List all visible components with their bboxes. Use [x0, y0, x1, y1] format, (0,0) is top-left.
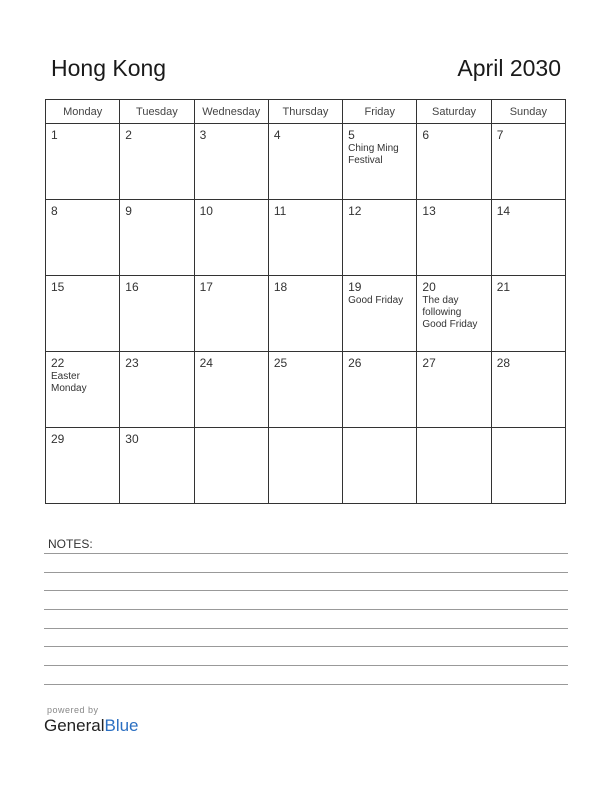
note-line — [44, 684, 568, 685]
day-number: 28 — [496, 356, 511, 370]
note-line — [44, 553, 568, 554]
calendar-day-cell — [120, 352, 194, 428]
day-number: 9 — [125, 204, 132, 218]
day-number: 14 — [496, 204, 511, 218]
calendar-day-cell — [417, 124, 491, 200]
day-number: 15 — [51, 280, 65, 294]
country-title: Hong Kong — [51, 55, 167, 81]
calendar-day-cell — [46, 428, 120, 504]
weekday-thursday: Thursday — [268, 100, 342, 124]
day-number: 20 — [422, 280, 436, 294]
calendar-day-cell — [120, 276, 194, 352]
day-number: 6 — [422, 128, 430, 142]
calendar-day-cell — [343, 352, 417, 428]
day-number: 21 — [496, 280, 511, 294]
calendar-day-cell — [120, 124, 194, 200]
note-line — [44, 590, 568, 591]
calendar-day-cell — [343, 428, 417, 504]
calendar-day-cell — [268, 352, 342, 428]
weekday-wednesday: Wednesday — [194, 100, 268, 124]
day-number: 10 — [199, 204, 213, 218]
day-number: 18 — [273, 280, 288, 294]
day-number: 29 — [51, 432, 65, 446]
calendar-day-cell — [120, 200, 194, 276]
powered-by-label: powered by — [47, 705, 99, 715]
calendar-day-cell — [343, 276, 417, 352]
calendar-day-cell — [194, 428, 268, 504]
calendar-day-cell — [491, 124, 565, 200]
calendar-day-cell — [343, 200, 417, 276]
holiday-event: Easter Monday — [51, 371, 87, 394]
day-number: 19 — [348, 280, 362, 294]
holiday-event: Good Friday — [348, 295, 404, 306]
calendar-day-cell — [417, 428, 491, 504]
day-number: 30 — [125, 432, 139, 446]
month-year-title: April 2030 — [457, 55, 561, 81]
holiday-event: The day following Good Friday — [422, 295, 478, 330]
calendar-day-cell — [343, 124, 417, 200]
calendar-grid — [45, 99, 566, 504]
calendar-week-row — [46, 352, 566, 428]
note-line — [44, 665, 568, 666]
note-line — [44, 572, 568, 573]
day-number: 23 — [125, 356, 139, 370]
weekday-sunday: Sunday — [491, 100, 565, 124]
brand-name-general: General — [44, 716, 105, 735]
note-line — [44, 646, 568, 647]
calendar-day-cell — [268, 200, 342, 276]
calendar-week-row — [46, 124, 566, 200]
calendar-day-cell — [491, 276, 565, 352]
calendar-week-row — [46, 428, 566, 504]
calendar-day-cell — [417, 200, 491, 276]
day-number: 8 — [51, 204, 58, 218]
day-number: 12 — [348, 204, 362, 218]
notes-label: NOTES: — [48, 537, 93, 551]
day-number: 4 — [273, 128, 281, 142]
calendar-day-cell — [46, 124, 120, 200]
calendar-day-cell — [120, 428, 194, 504]
calendar-day-cell — [491, 200, 565, 276]
calendar-day-cell — [194, 276, 268, 352]
day-number: 13 — [422, 204, 436, 218]
calendar-day-cell — [268, 428, 342, 504]
calendar-week-row — [46, 200, 566, 276]
brand-logo — [44, 705, 139, 736]
calendar-day-cell — [194, 200, 268, 276]
day-number: 24 — [199, 356, 213, 370]
day-number: 26 — [348, 356, 362, 370]
day-number: 22 — [51, 356, 65, 370]
calendar-day-cell — [417, 352, 491, 428]
day-number: 27 — [422, 356, 436, 370]
calendar-body — [46, 124, 566, 504]
calendar-day-cell — [46, 276, 120, 352]
calendar-day-cell — [491, 428, 565, 504]
calendar-day-cell — [417, 276, 491, 352]
day-number: 16 — [125, 280, 139, 294]
brand-name — [44, 716, 139, 736]
day-number: 25 — [273, 356, 288, 370]
calendar-day-cell — [194, 124, 268, 200]
day-number: 3 — [199, 128, 207, 142]
day-number: 1 — [51, 128, 58, 142]
calendar-day-cell — [46, 352, 120, 428]
day-number: 11 — [273, 204, 287, 218]
day-number: 17 — [199, 280, 213, 294]
calendar-day-cell — [491, 352, 565, 428]
weekday-tuesday: Tuesday — [120, 100, 194, 124]
day-number: 5 — [348, 128, 355, 142]
holiday-event: Ching Ming Festival — [348, 143, 399, 166]
calendar-day-cell — [194, 352, 268, 428]
calendar-day-cell — [268, 276, 342, 352]
day-number: 2 — [125, 128, 132, 142]
brand-name-blue: Blue — [104, 716, 139, 735]
weekday-saturday: Saturday — [417, 100, 491, 124]
calendar-day-cell — [46, 200, 120, 276]
calendar-day-cell — [268, 124, 342, 200]
note-line — [44, 628, 568, 629]
weekday-header-row — [46, 100, 566, 124]
day-number: 7 — [496, 128, 504, 142]
note-line — [44, 609, 568, 610]
weekday-friday: Friday — [343, 100, 417, 124]
calendar-week-row — [46, 276, 566, 352]
weekday-monday: Monday — [46, 100, 120, 124]
